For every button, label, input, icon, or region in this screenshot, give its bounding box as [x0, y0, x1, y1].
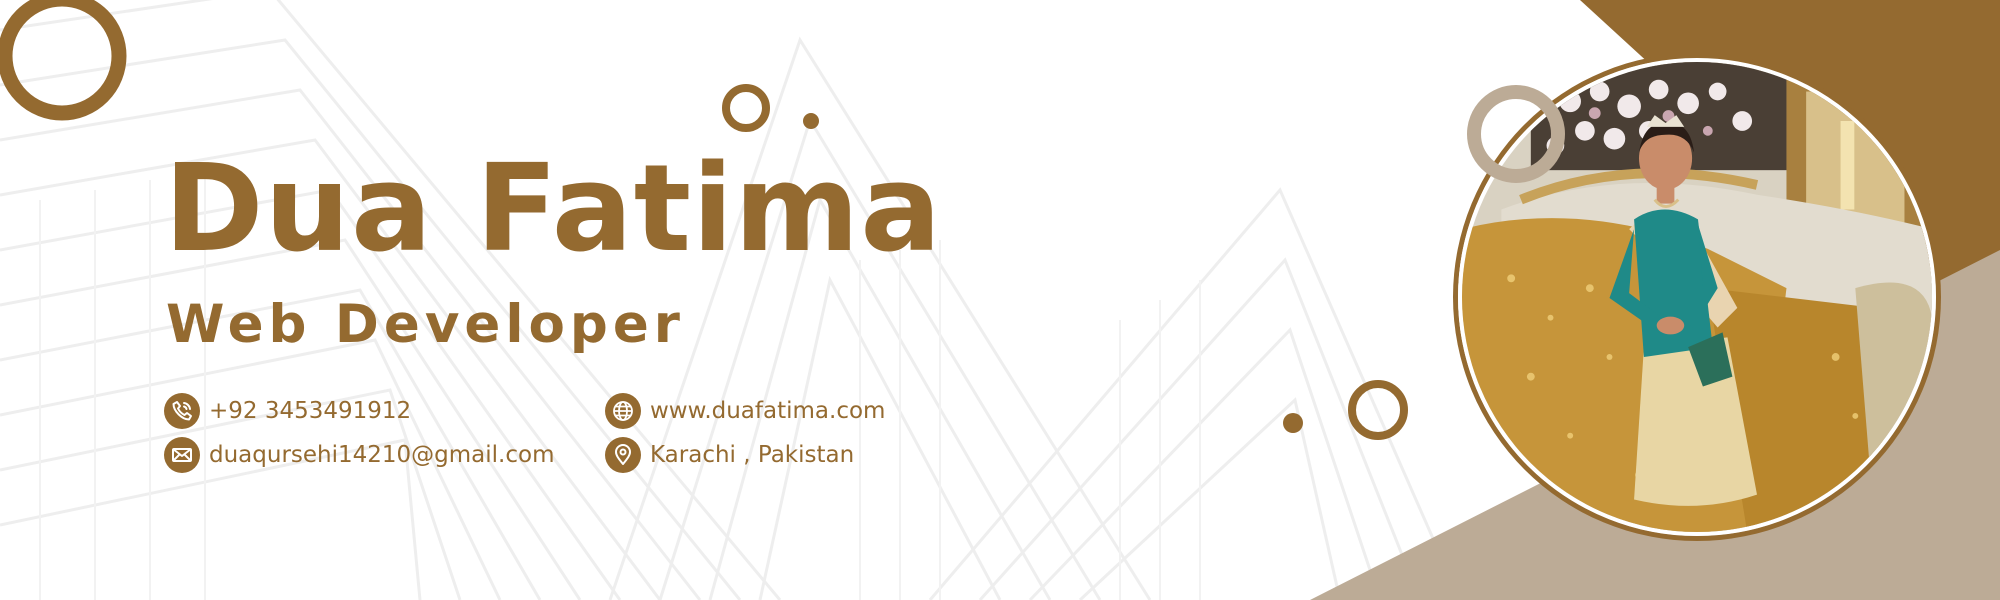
phone-icon: [164, 393, 200, 429]
phone-contact[interactable]: [164, 393, 411, 429]
job-title: Web Developer: [166, 294, 685, 355]
small-ring-decoration: [726, 88, 766, 128]
photo-ring-decoration: [1458, 78, 1578, 198]
email-address: duaqursehi14210@gmail.com: [209, 441, 555, 468]
corner-ring-decoration: [5, 0, 119, 113]
person-name: Dua Fatima: [164, 140, 943, 279]
globe-icon: [605, 393, 641, 429]
dot-decoration-lower: [1283, 413, 1303, 433]
mail-icon: [164, 437, 200, 473]
email-contact[interactable]: [164, 437, 554, 473]
location-text: Karachi , Pakistan: [650, 441, 855, 468]
phone-number: +92 3453491912: [209, 397, 412, 424]
location-contact: [605, 437, 854, 473]
small-dot-decoration: [803, 113, 819, 129]
website-contact[interactable]: [605, 393, 885, 429]
website-url: www.duafatima.com: [650, 397, 886, 424]
location-pin-icon: [605, 437, 641, 473]
